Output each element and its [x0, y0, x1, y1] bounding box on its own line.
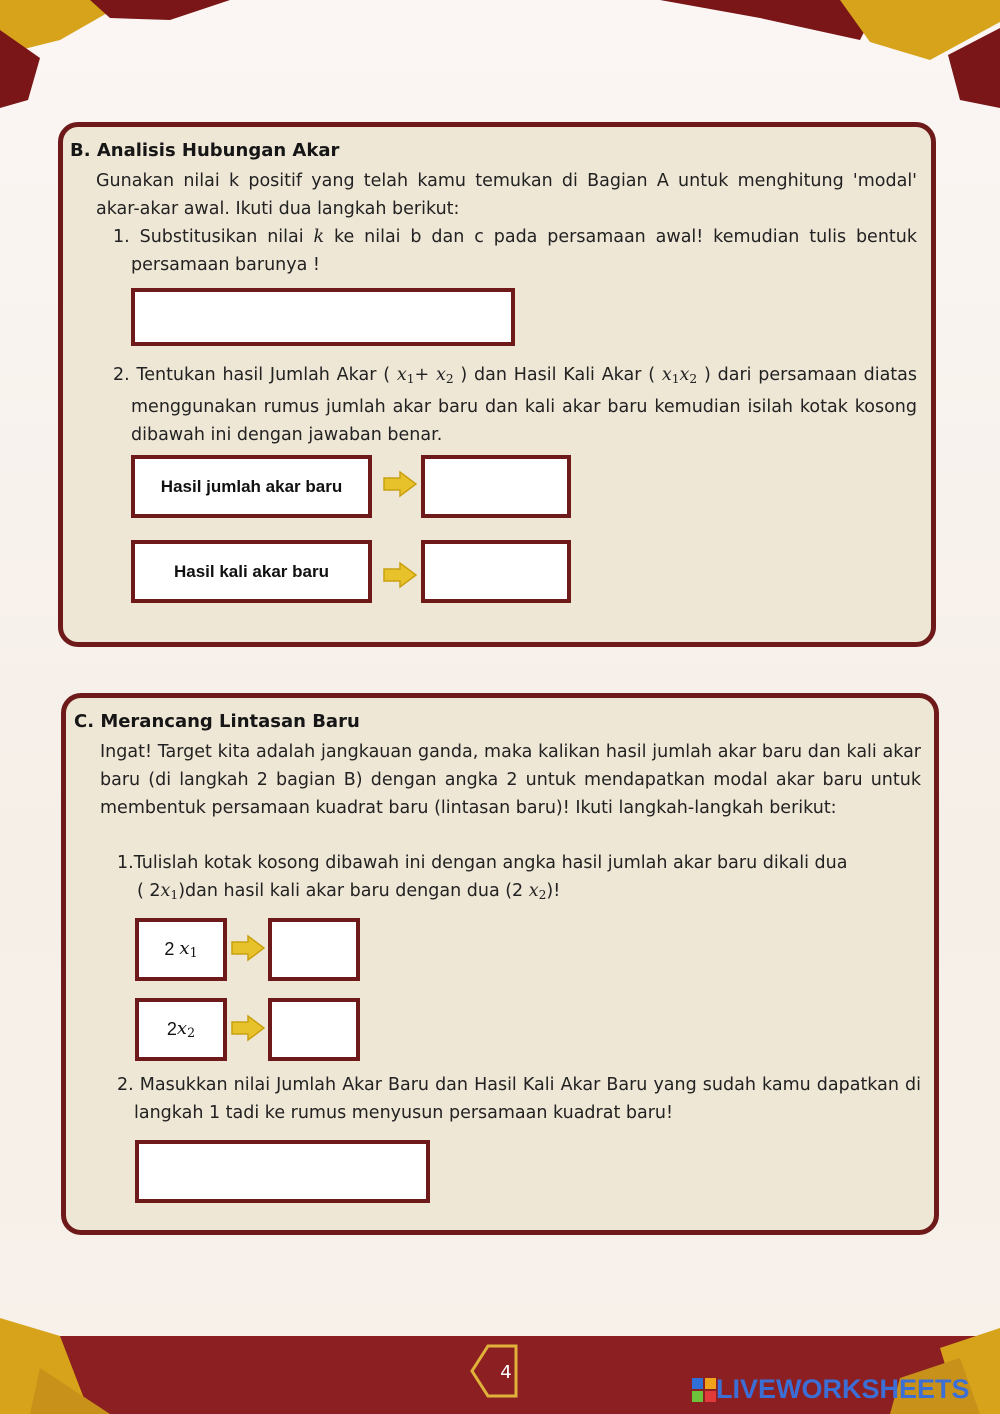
product-answer-box[interactable]	[421, 540, 571, 603]
sum-label-box: Hasil jumlah akar baru	[131, 455, 372, 518]
new-quadratic-input-box[interactable]	[135, 1140, 430, 1203]
section-b-step2-text-a: 2. Tentukan hasil Jumlah Akar (	[113, 365, 397, 385]
arrow-right-icon	[230, 934, 266, 962]
section-c-intro: Ingat! Target kita adalah jangkauan ganda, maka kalikan hasil jumlah akar baru dan kali akar baru (di langkah 2 bagian B) dengan angka 2 untuk mendapatkan modal akar baru untuk membentuk persamaan kuadrat baru (lintasan baru)! Ikuti langkah-langkah berikut:	[100, 742, 921, 818]
sum-answer-box[interactable]	[421, 455, 571, 518]
arrow-right-icon	[382, 561, 418, 589]
new-equation-input-box[interactable]	[131, 288, 515, 346]
top-decoration	[0, 0, 1000, 115]
liveworksheets-brand: LIVEWORKSHEETS	[716, 1374, 970, 1404]
product-expression: $x_1x_2$	[661, 365, 698, 387]
section-b-step2-text-c: ) dari persamaan diatas menggunakan rumus jumlah akar baru dan kali akar baru kemudian isilah kotak kosong dibawah ini dengan jawaban benar.	[131, 365, 917, 446]
two-x2-answer-box[interactable]	[268, 998, 360, 1061]
k-variable: k	[313, 227, 325, 247]
section-c-step2: 2. Masukkan nilai Jumlah Akar Baru dan Hasil Kali Akar Baru yang sudah kamu dapatkan di langkah 1 tadi ke rumus menyusun persamaan kuadrat baru!	[117, 1075, 921, 1123]
section-c-step1-line1: 1.Tulislah kotak kosong dibawah ini dengan angka hasil jumlah akar baru dikali dua	[117, 853, 848, 873]
arrow-right-icon	[230, 1014, 266, 1042]
two-x1-answer-box[interactable]	[268, 918, 360, 981]
section-b-step1-text-a: 1. Substitusikan nilai	[113, 227, 314, 247]
x2-variable: $x_2$	[528, 881, 547, 903]
sum-expression: $x_1+ x_2$	[396, 365, 454, 387]
arrow-right-icon	[382, 470, 418, 498]
section-b-step2-text-b: ) dan Hasil Kali Akar (	[453, 365, 662, 385]
product-label-box: Hasil kali akar baru	[131, 540, 372, 603]
section-c-step1-line2: ( $2x_1)dan$ hasil kali akar baru dengan dua (2 $x_2$)!	[137, 881, 561, 903]
section-b-step1-text-b: ke nilai b dan c pada persamaan awal! kemudian tulis bentuk persamaan barunya !	[131, 227, 918, 275]
two-x2-label-box: 2 $x_2$	[135, 998, 227, 1061]
section-b-step2	[113, 361, 917, 449]
x1-variable: $x_1$	[160, 881, 179, 903]
section-b-intro: Gunakan nilai k positif yang telah kamu temukan di Bagian A untuk menghitung 'modal' akar-akar awal. Ikuti dua langkah berikut:	[96, 171, 917, 219]
section-b-step1	[113, 223, 917, 279]
two-x1-label-box: 2 $x_1$	[135, 918, 227, 981]
page-number: 4	[500, 1361, 512, 1383]
liveworksheets-logo-icon	[692, 1378, 716, 1402]
section-b-title: B. Analisis Hubungan Akar	[70, 140, 340, 161]
section-c-title: C. Merancang Lintasan Baru	[74, 711, 360, 732]
